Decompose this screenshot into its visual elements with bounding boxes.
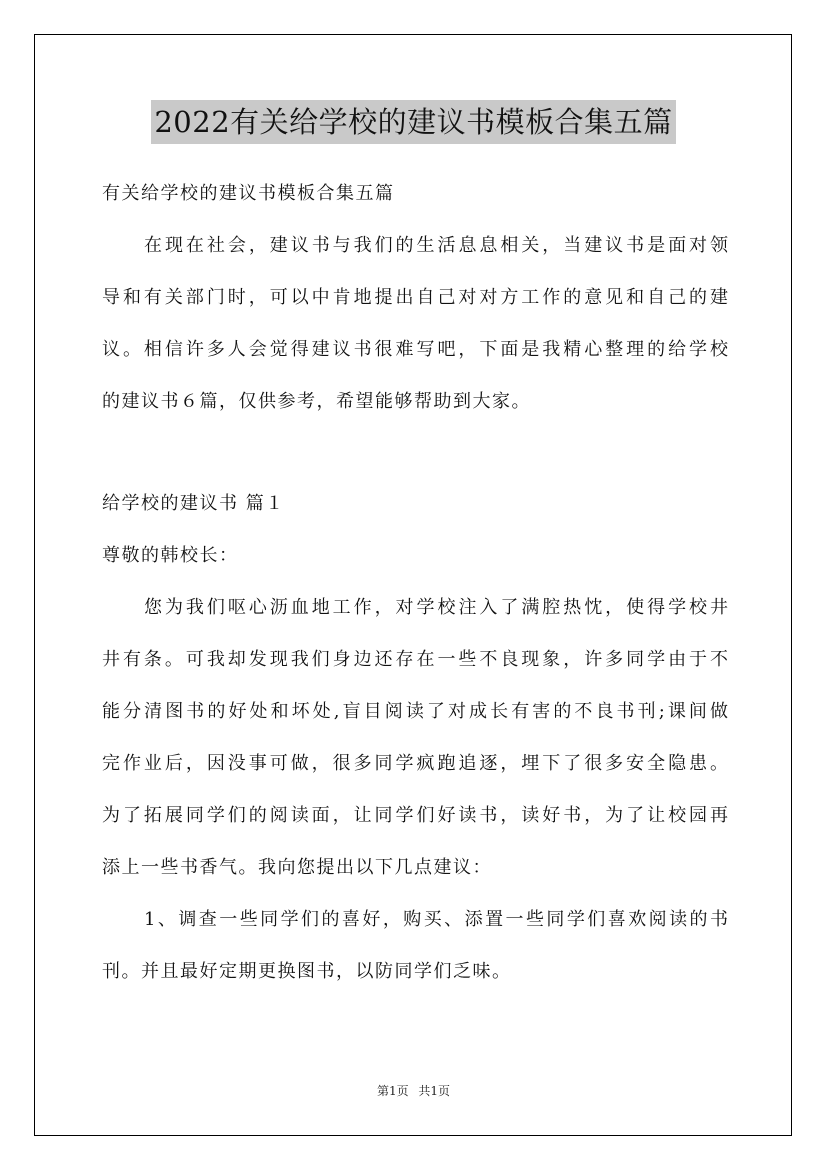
body-line: 井有条。可我却发现我们身边还存在一些不良现象，许多同学由于不 xyxy=(102,649,728,670)
page-number: 第1页 xyxy=(376,1084,409,1098)
document-subtitle: 有关给学校的建议书模板合集五篇 xyxy=(102,183,395,204)
title-container xyxy=(0,100,827,144)
intro-line: 的建议书６篇，仅供参考，希望能够帮助到大家。 xyxy=(102,391,531,412)
point-line: 刊。并且最好定期更换图书，以防同学们乏味。 xyxy=(102,961,512,982)
point-line: 1、调查一些同学们的喜好，购买、添置一些同学们喜欢阅读的书 xyxy=(144,909,728,930)
document-title: 2022有关给学校的建议书模板合集五篇 xyxy=(151,100,675,144)
intro-line: 在现在社会，建议书与我们的生活息息相关，当建议书是面对领 xyxy=(144,235,728,256)
intro-line: 议。相信许多人会觉得建议书很难写吧，下面是我精心整理的给学校 xyxy=(102,339,728,360)
section-heading: 给学校的建议书 篇１ xyxy=(102,493,285,514)
body-line: 能分清图书的好处和坏处,盲目阅读了对成长有害的不良书刊;课间做 xyxy=(102,701,728,722)
intro-line: 导和有关部门时，可以中肯地提出自己对对方工作的意见和自己的建 xyxy=(102,287,728,308)
body-line: 为了拓展同学们的阅读面，让同学们好读书，读好书，为了让校园再 xyxy=(102,805,728,826)
body-line: 您为我们呕心沥血地工作，对学校注入了满腔热忱，使得学校井 xyxy=(144,597,728,618)
page-total: 共1页 xyxy=(418,1084,451,1098)
salutation: 尊敬的韩校长： xyxy=(102,545,239,566)
document-body xyxy=(102,176,728,1006)
page-footer xyxy=(0,1082,827,1099)
body-line: 完作业后，因没事可做，很多同学疯跑追逐，埋下了很多安全隐患。 xyxy=(102,753,728,774)
body-line: 添上一些书香气。我向您提出以下几点建议： xyxy=(102,857,492,878)
